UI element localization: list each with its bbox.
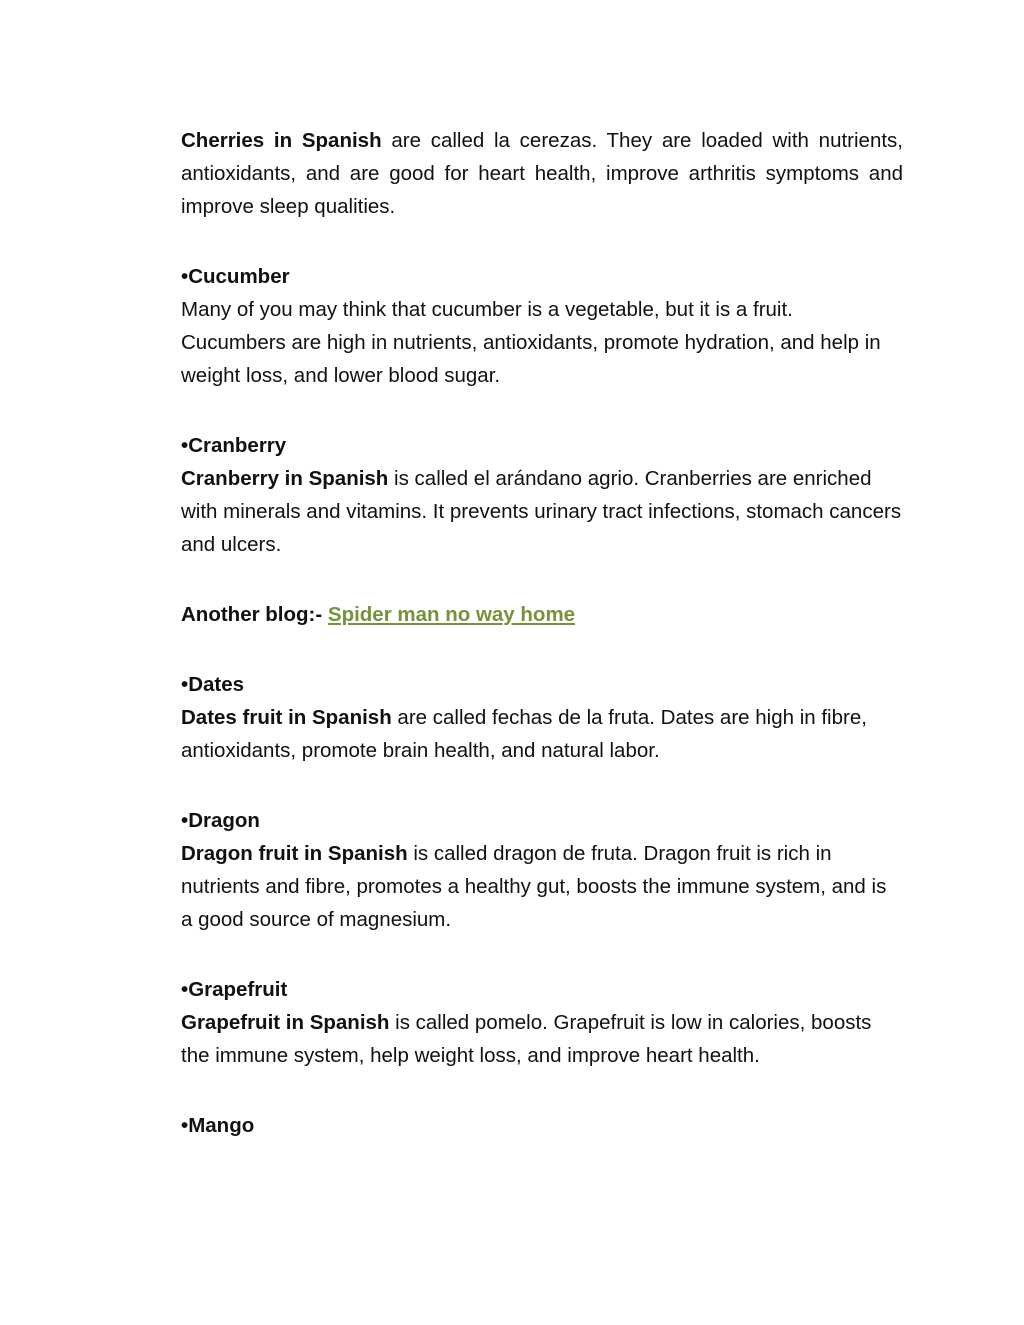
bullet-icon: • (181, 978, 189, 1001)
bullet-icon: • (181, 434, 189, 457)
cranberry-heading-text: Cranberry (188, 434, 287, 457)
dates-bold-term: Dates fruit in Spanish (181, 706, 392, 729)
another-blog-line (181, 598, 903, 631)
dates-section (181, 668, 903, 767)
cranberry-section (181, 429, 903, 561)
document-page (181, 124, 903, 1142)
grapefruit-paragraph (181, 1006, 903, 1072)
dates-heading-text: Dates (188, 673, 245, 696)
bullet-icon: • (181, 809, 189, 832)
mango-section (181, 1109, 903, 1142)
dragon-paragraph (181, 837, 903, 936)
dragon-section (181, 804, 903, 936)
dates-text: are called fechas de la fruta. Dates are high in fibre, antioxidants, promote brain health, and natural labor. (181, 706, 867, 762)
cherries-bold-term: Cherries in Spanish (181, 129, 382, 152)
bullet-icon: • (181, 1114, 189, 1137)
grapefruit-heading-text: Grapefruit (188, 978, 288, 1001)
dragon-text: is called dragon de fruta. Dragon fruit is rich in nutrients and fibre, promotes a healthy gut, boosts the immune system, and is a good source of magnesium. (181, 842, 887, 931)
another-blog-label: Another blog:- (181, 603, 328, 626)
cherries-text: are called la cerezas. They are loaded with nutrients, antioxidants, and are good for heart health, improve arthritis symptoms and improve sleep qualities. (181, 129, 903, 218)
dates-paragraph (181, 701, 903, 767)
cherries-paragraph (181, 124, 903, 223)
bullet-icon: • (181, 673, 189, 696)
bullet-icon: • (181, 265, 189, 288)
cucumber-section (181, 260, 903, 392)
dragon-heading-text: Dragon (188, 809, 260, 832)
dragon-bold-term: Dragon fruit in Spanish (181, 842, 408, 865)
another-blog-section (181, 598, 903, 631)
spider-man-link[interactable]: Spider man no way home (327, 603, 576, 626)
mango-heading-text: Mango (188, 1114, 255, 1137)
grapefruit-section (181, 973, 903, 1072)
grapefruit-bold-term: Grapefruit in Spanish (181, 1011, 390, 1034)
cranberry-bold-term: Cranberry in Spanish (181, 467, 389, 490)
grapefruit-text: is called pomelo. Grapefruit is low in calories, boosts the immune system, help weight loss, and improve heart health. (181, 1011, 872, 1067)
cranberry-paragraph (181, 462, 903, 561)
dates-heading (181, 668, 903, 701)
cucumber-heading (181, 260, 903, 293)
grapefruit-heading (181, 973, 903, 1006)
dragon-heading (181, 804, 903, 837)
cucumber-heading-text: Cucumber (188, 265, 290, 288)
cucumber-paragraph: Many of you may think that cucumber is a vegetable, but it is a fruit. Cucumbers are high in nutrients, antioxidants, promote hydration, and help in weight loss, and lower blood sugar. (181, 298, 881, 387)
cranberry-heading (181, 429, 903, 462)
cranberry-text: is called el arándano agrio. Cranberries are enriched with minerals and vitamins. It prevents urinary tract infections, stomach cancers and ulcers. (181, 467, 902, 556)
mango-heading (181, 1109, 903, 1142)
